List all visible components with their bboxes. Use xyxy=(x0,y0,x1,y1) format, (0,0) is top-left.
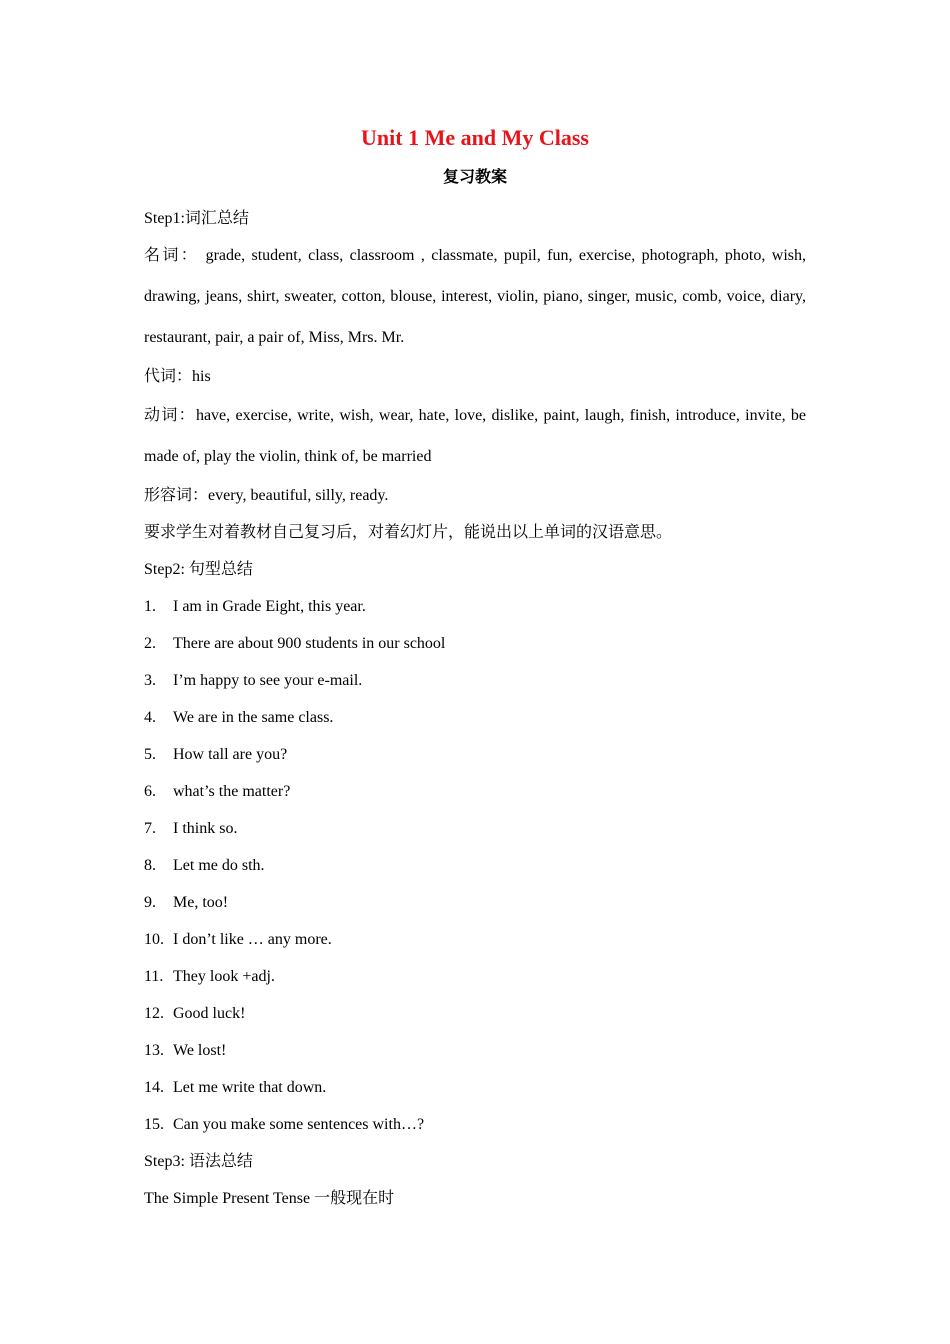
step3-heading: Step3: 语法总结 xyxy=(144,1153,253,1170)
requirement-line: 要求学生对着教材自己复习后，对着幻灯片，能说出以上单词的汉语意思。 xyxy=(144,524,673,541)
list-item xyxy=(144,1069,806,1106)
list-item-text: We are in the same class. xyxy=(173,709,334,726)
list-item-text: Good luck! xyxy=(173,1005,246,1022)
sentence-list xyxy=(144,588,806,1143)
list-item-text: Let me do sth. xyxy=(173,857,265,874)
list-item xyxy=(144,847,806,884)
list-item xyxy=(144,699,806,736)
list-item xyxy=(144,736,806,773)
nouns-paragraph: 名词： grade, student, class, classroom , classmate, pupil, fun, exercise, photograph, photo, wish, drawing, jeans, shirt, sweater, cotton, blouse, interest, violin, piano, singer, music, comb, voice, diary, restaurant, pair, a pair of, Miss, Mrs. Mr. xyxy=(144,247,806,346)
list-item-number: 1. xyxy=(144,598,156,615)
list-item-number: 14. xyxy=(144,1079,164,1096)
adjectives-line: 形容词：every, beautiful, silly, ready. xyxy=(144,487,389,504)
list-item-text: I think so. xyxy=(173,820,238,837)
list-item xyxy=(144,773,806,810)
list-item-text: I’m happy to see your e-mail. xyxy=(173,672,363,689)
list-item-number: 5. xyxy=(144,746,156,763)
document-title: Unit 1 Me and My Class xyxy=(361,125,589,150)
list-item-text: We lost! xyxy=(173,1042,227,1059)
list-item xyxy=(144,625,806,662)
list-item xyxy=(144,1106,806,1143)
list-item xyxy=(144,921,806,958)
step2-heading: Step2: 句型总结 xyxy=(144,561,253,578)
list-item-text: Can you make some sentences with…? xyxy=(173,1116,425,1133)
list-item-text: Me, too! xyxy=(173,894,229,911)
list-item-number: 3. xyxy=(144,672,156,689)
list-item-number: 13. xyxy=(144,1042,164,1059)
list-item xyxy=(144,1032,806,1069)
list-item-number: 9. xyxy=(144,894,156,911)
list-item-number: 11. xyxy=(144,968,164,985)
list-item-number: 2. xyxy=(144,635,156,652)
list-item-number: 15. xyxy=(144,1116,164,1133)
list-item xyxy=(144,995,806,1032)
list-item-text: Let me write that down. xyxy=(173,1079,327,1096)
list-item-text: There are about 900 students in our school xyxy=(173,635,446,652)
document-subtitle: 复习教案 xyxy=(442,169,507,186)
list-item-number: 12. xyxy=(144,1005,164,1022)
list-item-text: I don’t like … any more. xyxy=(173,931,332,948)
list-item xyxy=(144,588,806,625)
pronouns-line: 代词：his xyxy=(144,368,211,385)
verbs-paragraph: 动词：have, exercise, write, wish, wear, hate, love, dislike, paint, laugh, finish, introduce, invite, be made of, play the violin, think of, be married xyxy=(144,407,806,465)
list-item-number: 7. xyxy=(144,820,156,837)
list-item-text: what’s the matter? xyxy=(173,783,291,800)
list-item-text: How tall are you? xyxy=(173,746,288,763)
list-item-number: 4. xyxy=(144,709,156,726)
document-page xyxy=(144,120,806,1217)
list-item xyxy=(144,958,806,995)
step1-heading: Step1:词汇总结 xyxy=(144,210,249,227)
list-item xyxy=(144,662,806,699)
list-item-text: I am in Grade Eight, this year. xyxy=(173,598,366,615)
list-item xyxy=(144,884,806,921)
list-item-number: 10. xyxy=(144,931,164,948)
list-item-text: They look +adj. xyxy=(173,968,275,985)
list-item xyxy=(144,810,806,847)
list-item-number: 8. xyxy=(144,857,156,874)
list-item-number: 6. xyxy=(144,783,156,800)
grammar-topic: The Simple Present Tense 一般现在时 xyxy=(144,1190,395,1207)
